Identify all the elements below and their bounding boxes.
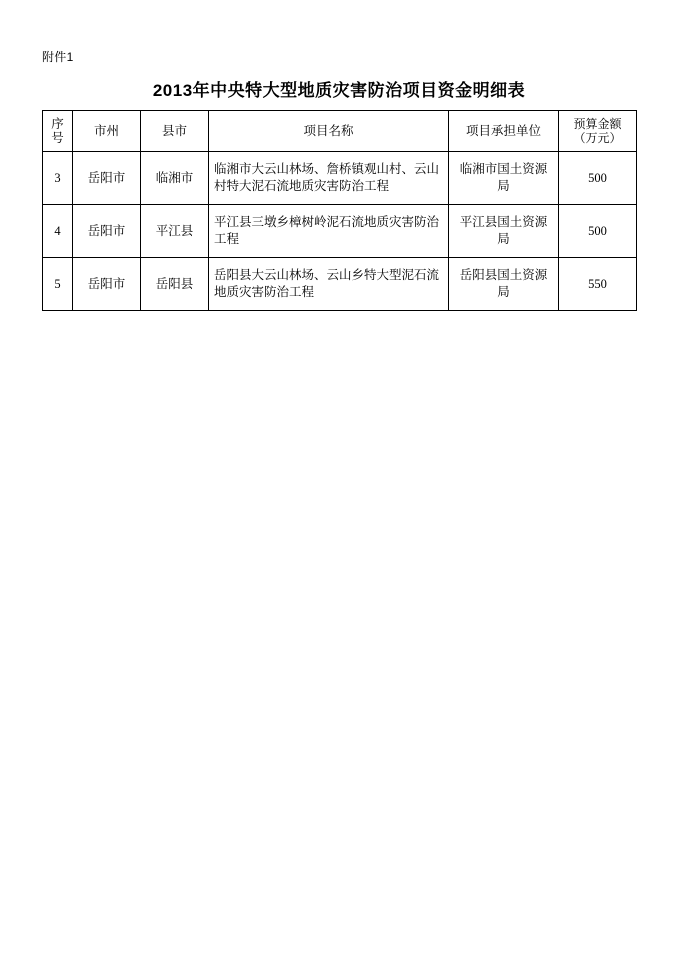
cell-city: 岳阳市 (73, 152, 141, 205)
cell-amount: 550 (559, 258, 637, 311)
column-header-unit: 项目承担单位 (449, 111, 559, 152)
cell-project: 平江县三墩乡樟树岭泥石流地质灾害防治工程 (209, 205, 449, 258)
cell-project: 临湘市大云山林场、詹桥镇观山村、云山村特大泥石流地质灾害防治工程 (209, 152, 449, 205)
cell-seq: 3 (43, 152, 73, 205)
table-header (43, 111, 637, 152)
column-header-amount (559, 111, 637, 152)
cell-county: 平江县 (141, 205, 209, 258)
table-row (43, 205, 637, 258)
cell-seq: 5 (43, 258, 73, 311)
column-header-city: 市州 (73, 111, 141, 152)
cell-unit: 平江县国土资源局 (449, 205, 559, 258)
table-body (43, 152, 637, 311)
cell-unit: 临湘市国土资源局 (449, 152, 559, 205)
cell-amount: 500 (559, 152, 637, 205)
cell-unit: 岳阳县国土资源局 (449, 258, 559, 311)
attachment-label: 附件1 (42, 50, 74, 64)
column-header-amount-line1: 预算金额 (573, 116, 622, 131)
cell-amount: 500 (559, 205, 637, 258)
column-header-county: 县市 (141, 111, 209, 152)
page-title: 2013年中央特大型地质灾害防治项目资金明细表 (152, 81, 526, 100)
cell-city: 岳阳市 (73, 205, 141, 258)
fund-detail-table (42, 110, 637, 311)
column-header-seq: 序号 (43, 111, 73, 152)
table-header-row (43, 111, 637, 152)
cell-project: 岳阳县大云山林场、云山乡特大型泥石流地质灾害防治工程 (209, 258, 449, 311)
cell-city: 岳阳市 (73, 258, 141, 311)
cell-county: 临湘市 (141, 152, 209, 205)
column-header-amount-line2: （万元） (573, 131, 622, 145)
column-header-project: 项目名称 (209, 111, 449, 152)
cell-seq: 4 (43, 205, 73, 258)
table-row (43, 258, 637, 311)
cell-county: 岳阳县 (141, 258, 209, 311)
table-row (43, 152, 637, 205)
